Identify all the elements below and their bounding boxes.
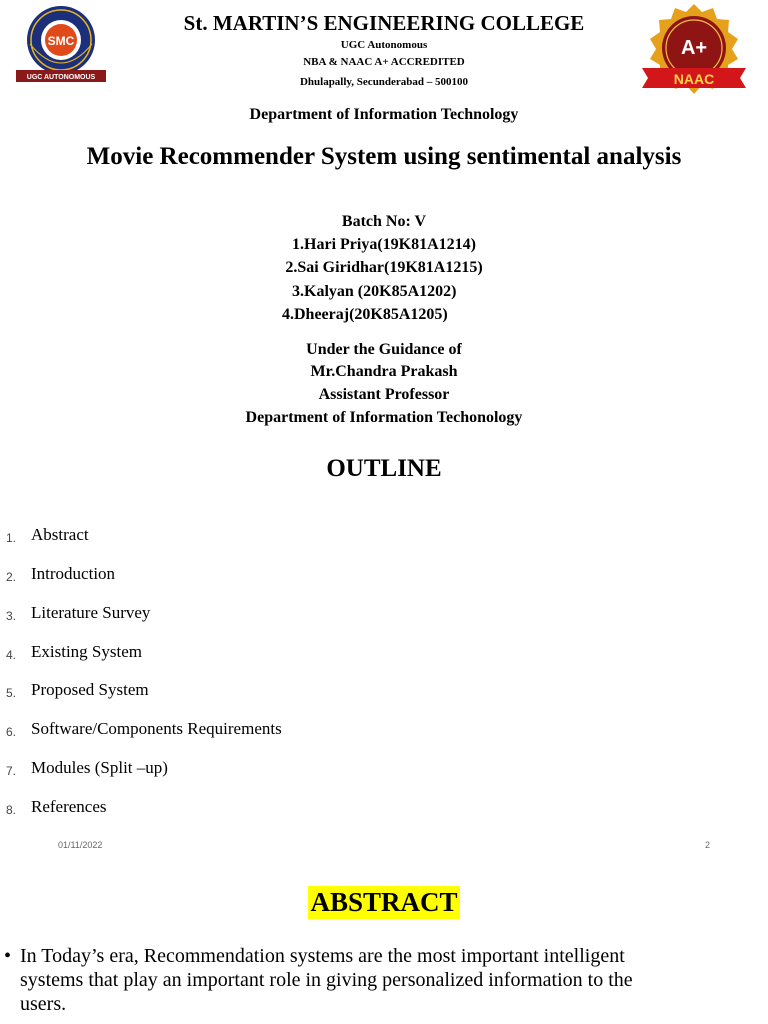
college-name: St. MARTIN’S ENGINEERING COLLEGE	[183, 11, 585, 35]
outline-item-label: Software/Components Requirements	[31, 719, 282, 738]
outline-item-number: 7.	[6, 764, 17, 778]
outline-item-number: 6.	[6, 725, 17, 739]
slide-page-number: 2	[705, 840, 711, 850]
team-member: 4.Dheeraj(20K85A1205)	[282, 306, 448, 323]
abstract-body	[4, 944, 744, 1016]
department-name: Department of Information Technology	[249, 106, 519, 123]
abstract-heading	[0, 886, 768, 919]
guide-department: Department of Information Techonology	[245, 409, 523, 426]
outline-item-number: 8.	[6, 803, 17, 817]
outline-item-number: 3.	[6, 609, 17, 623]
outline-item-number: 1.	[6, 531, 17, 545]
abstract-bullet	[4, 944, 744, 1016]
team-member: 1.Hari Priya(19K81A1214)	[292, 236, 476, 253]
accreditation-label: NBA & NAAC A+ ACCREDITED	[303, 56, 465, 68]
autonomous-label: UGC Autonomous	[340, 39, 428, 51]
guide-name: Mr.Chandra Prakash	[310, 363, 458, 380]
outline-item-label: Introduction	[31, 564, 116, 583]
batch-number: Batch No: V	[341, 213, 427, 230]
outline-item-number: 2.	[6, 570, 17, 584]
slide-date: 01/11/2022	[58, 840, 103, 850]
project-title: Movie Recommender System using sentimental analysis	[86, 143, 682, 170]
guide-designation: Assistant Professor	[318, 386, 450, 403]
outline-item-label: References	[31, 797, 107, 816]
team-member: 2.Sai Giridhar(19K81A1215)	[285, 259, 483, 276]
outline-item-label: Proposed System	[31, 680, 149, 699]
outline-item-label: Abstract	[31, 525, 89, 544]
badge-grade: A+	[680, 37, 708, 59]
abstract-line: users.	[20, 993, 67, 1015]
team-member: 3.Kalyan (20K85A1202)	[292, 283, 457, 300]
outline-title: OUTLINE	[326, 455, 442, 482]
outline-item-number: 4.	[6, 648, 17, 662]
outline-item-label: Modules (Split –up)	[31, 758, 168, 777]
college-address: Dhulapally, Secunderabad – 500100	[299, 76, 469, 88]
logo-center-text: SMC	[47, 34, 75, 48]
outline-item-number: 5.	[6, 686, 17, 700]
bullet-dot: •	[4, 945, 12, 967]
logo-ribbon-text: UGC AUTONOMOUS	[26, 74, 96, 81]
outline-item-label: Literature Survey	[31, 603, 151, 622]
outline-item-label: Existing System	[31, 642, 142, 661]
abstract-line: systems that play an important role in giving personalized information to the	[20, 969, 633, 991]
abstract-line: In Today’s era, Recommendation systems are the most important intelligent	[20, 945, 625, 967]
badge-ribbon-text: NAAC	[673, 71, 715, 87]
abstract-title: ABSTRACT	[310, 887, 458, 917]
guidance-heading: Under the Guidance of	[306, 341, 462, 358]
